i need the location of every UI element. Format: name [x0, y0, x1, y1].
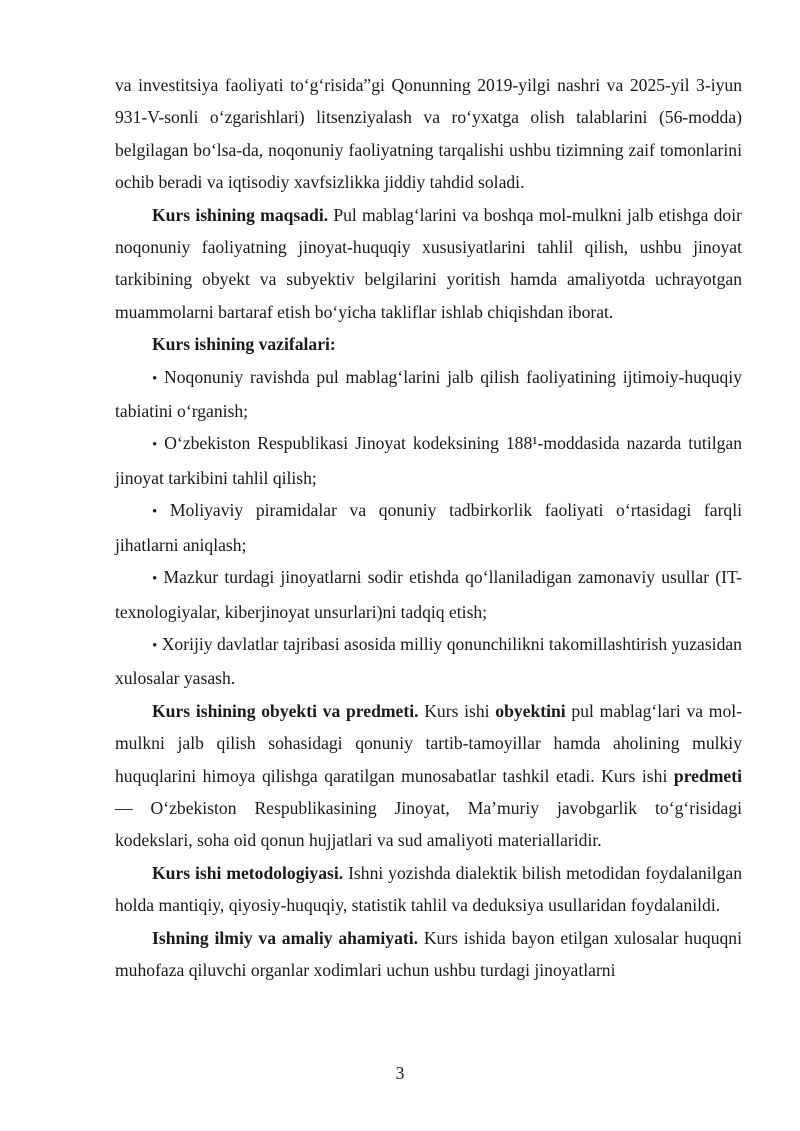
significance-paragraph — [115, 922, 742, 987]
task-item-text: Mazkur turdagi jinoyatlarni sodir etishda qo‘llaniladigan zamonaviy usullar (IT-texnologiyalar, kiberjinoyat unsurlari)ni tadqiq etish; — [115, 567, 742, 622]
goal-text: Pul mablag‘larini va boshqa mol-mulkni jalb etishga doir noqonuniy faoliyatning jinoyat-huquqiy xususiyatlarini tahlil qilish, ushbu jinoyat tarkibining obyekt va subyektiv belgilarini yoritish hamda amaliyotda uchrayotgan muammolarni bartaraf etish bo‘yicha takliflar ishlab chiqishdan iborat. — [115, 204, 742, 322]
tasks-heading-paragraph — [115, 328, 742, 360]
goal-paragraph — [115, 199, 742, 329]
task-item-text: Xorijiy davlatlar tajribasi asosida milliy qonunchilikni takomillashtirish yuzasidan xulosalar yasash. — [115, 633, 742, 689]
bullet-icon: • — [152, 571, 158, 588]
task-item — [115, 427, 742, 494]
task-item-text: Moliyaviy piramidalar va qonuniy tadbirkorlik faoliyati o‘rtasidagi farqli jihatlarni aniqlash; — [115, 500, 742, 555]
task-item — [115, 628, 742, 695]
bullet-icon: • — [152, 370, 158, 387]
significance-text: Kurs ishida bayon etilgan xulosalar huquqni muhofaza qiluvchi organlar xodimlari uchun ushbu turdagi jinoyatlarni — [115, 927, 742, 980]
page-number: 3 — [395, 1063, 405, 1083]
task-item-text: Noqonuniy ravishda pul mablag‘larini jalb qilish faoliyatining ijtimoiy-huquqiy tabiatini o‘rganish; — [115, 366, 742, 422]
intro-paragraph — [115, 69, 742, 199]
task-item — [115, 561, 742, 628]
task-item — [115, 494, 742, 561]
object-heading: Kurs ishining obyekti va predmeti. — [152, 700, 419, 721]
object-text: — O‘zbekiston Respublikasining Jinoyat, Ma’muriy javobgarlik to‘g‘risidagi kodekslari, soha oid qonun hujjatlari va sud amaliyoti materiallaridir. — [115, 797, 742, 851]
object-term: obyektini — [495, 700, 566, 721]
object-text: pul mablag‘lari va mol-mulkni jalb qilish sohasidagi qonuniy tartib-tamoyillar hamda aholining mulkiy huquqlarini himoya qilishga qaratilgan munosabatlar tashkil etadi. Kurs ishi — [115, 700, 743, 786]
bullet-icon: • — [152, 504, 158, 521]
object-paragraph — [115, 695, 742, 857]
task-item-text: O‘zbekiston Respublikasi Jinoyat kodeksining 188¹-moddasida nazarda tutilgan jinoyat tarkibini tahlil qilish; — [115, 433, 742, 488]
significance-heading: Ishning ilmiy va amaliy ahamiyati. — [152, 927, 419, 948]
subject-term: predmeti — [673, 765, 742, 786]
tasks-heading: Kurs ishining vazifalari: — [152, 334, 336, 355]
methodology-heading: Kurs ishi metodologiyasi. — [152, 862, 344, 883]
task-item — [115, 361, 742, 428]
goal-heading: Kurs ishining maqsadi. — [152, 204, 329, 225]
methodology-text: Ishni yozishda dialektik bilish metodidan foydalanilgan holda mantiqiy, qiyosiy-huquqiy, statistik tahlil va deduksiya usullaridan foydalanildi. — [115, 862, 742, 916]
bullet-icon: • — [152, 637, 158, 654]
intro-text: va investitsiya faoliyati to‘g‘risida”gi Qonunning 2019-yilgi nashri va 2025-yil 3-iyun 931-V-sonli o‘zgarishlari) litsenziyalash va ro‘yxatga olish talablarini (56-modda) belgilagan bo‘lsa-da, noqonuniy faoliyatning tarqalishi ushbu tizimning zaif tomonlarini ochib beradi va iqtisodiy xavfsizlikka jiddiy tahdid soladi. — [115, 75, 742, 193]
object-text: Kurs ishi — [418, 700, 496, 721]
bullet-icon: • — [152, 437, 158, 454]
methodology-paragraph — [115, 857, 742, 922]
